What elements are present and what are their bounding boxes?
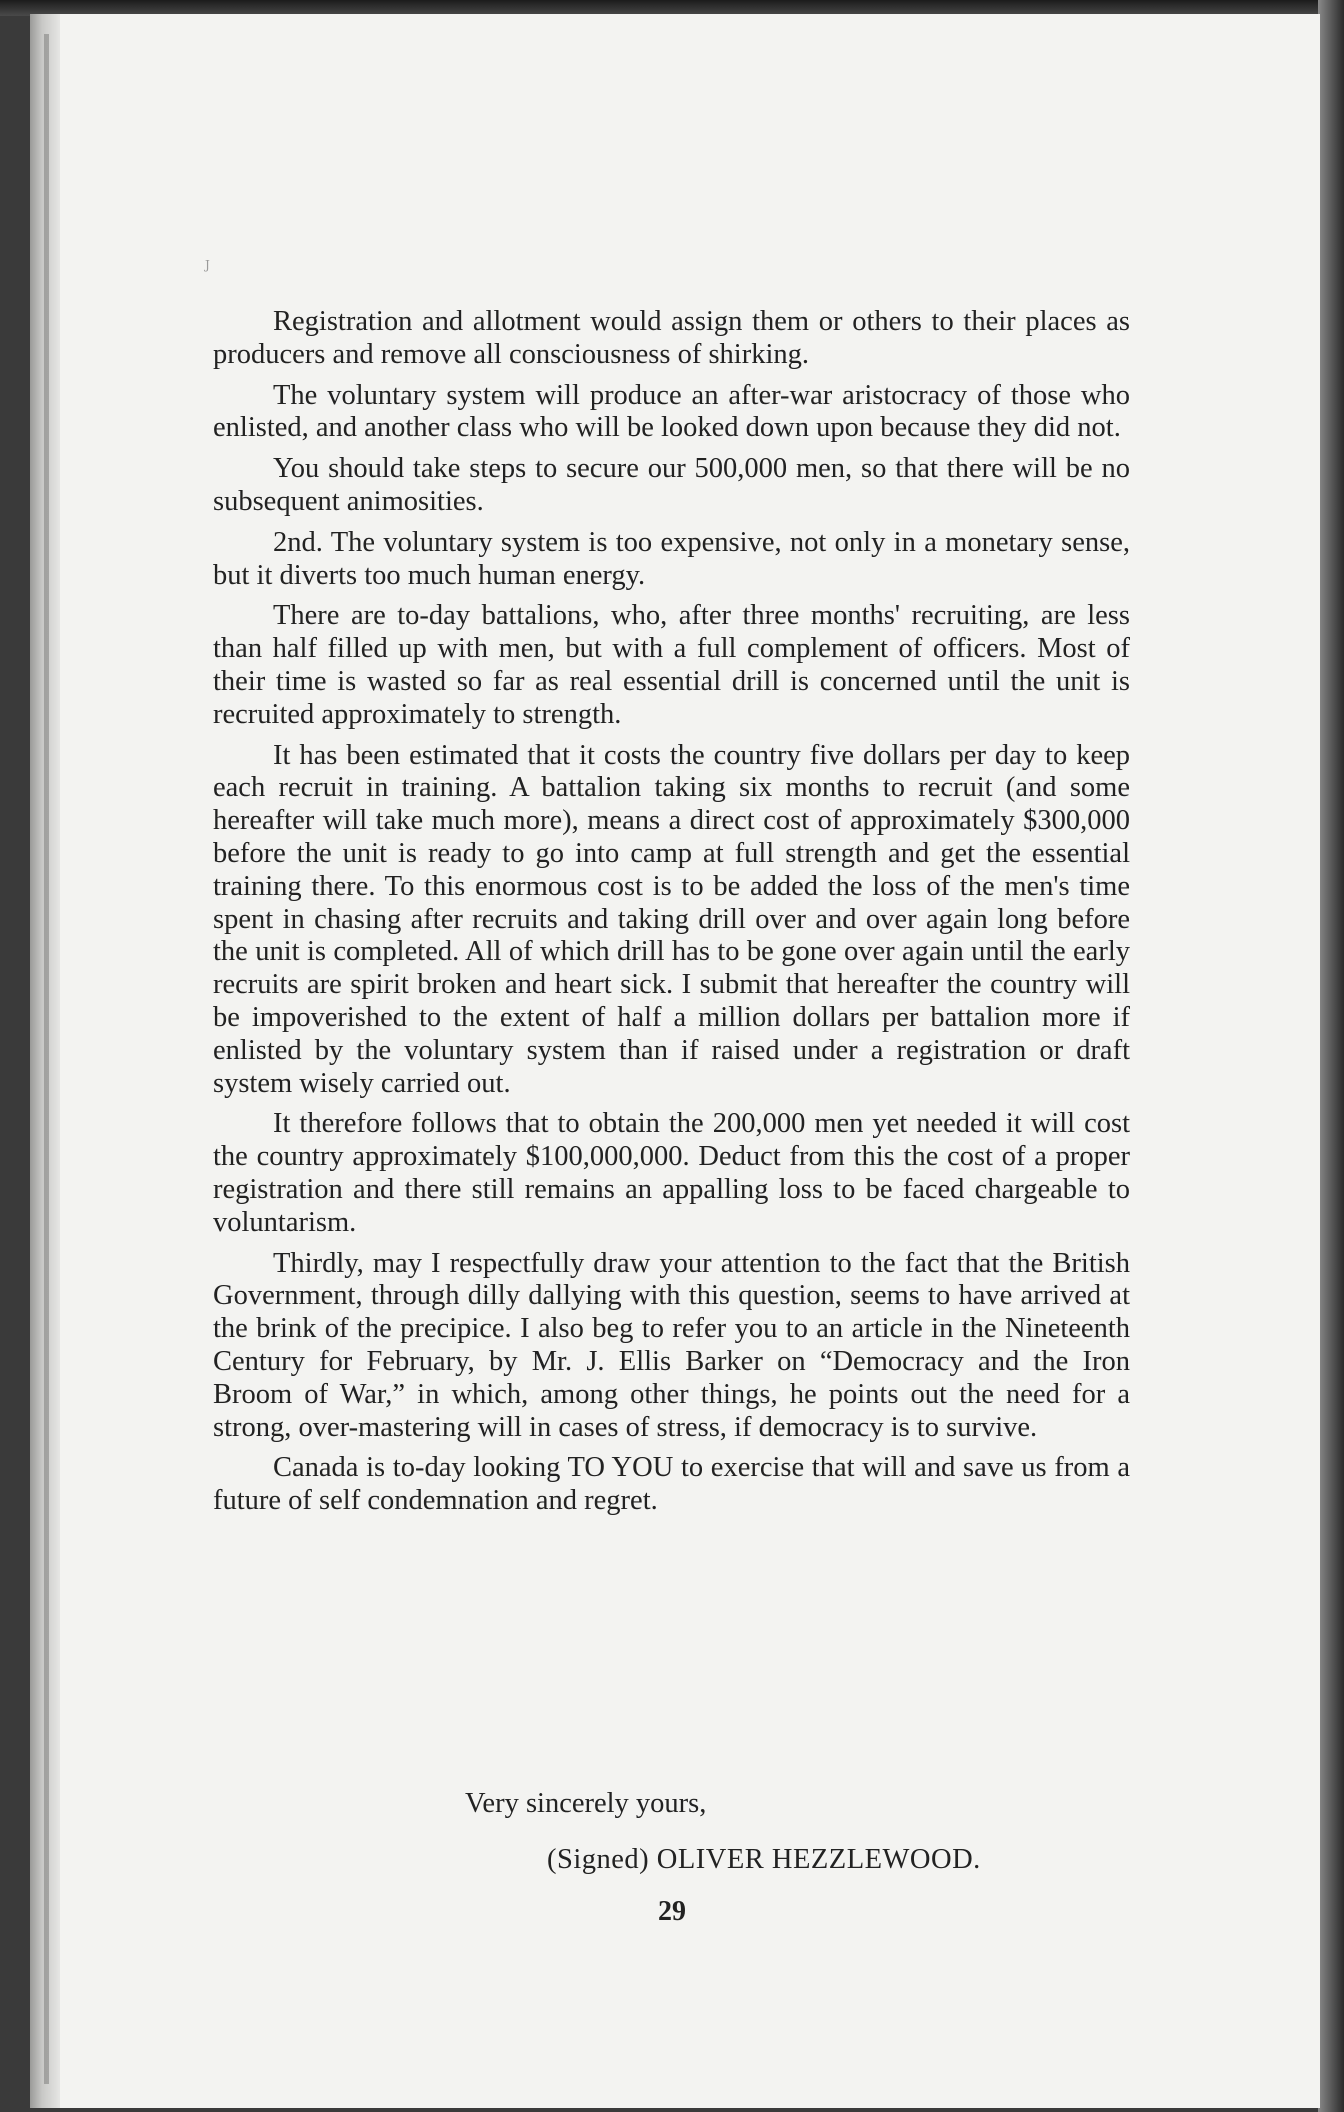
letter-closing: Very sincerely yours, bbox=[465, 1788, 707, 1819]
paragraph-british-government: Thirdly, may I respectfully draw your attention to the fact that the British Government, through dilly dallying with this question, seems to have arrived at the brink of the precipice. I also beg to refer you to an article in the Nineteenth Century for February, by Mr. J. Ellis Barker on “Democracy and the Iron Broom of War,” in which, among other things, he points out the need for a strong, over-mastering will in cases of stress, if democracy is to survive. bbox=[213, 1247, 1130, 1443]
paragraph-expense: 2nd. The voluntary system is too expensive, not only in a monetary sense, but it diverts too much human energy. bbox=[213, 526, 1130, 591]
paragraph-animosities: You should take steps to secure our 500,000 men, so that there will be no subsequent animosities. bbox=[213, 453, 1130, 517]
paragraph-aristocracy: The voluntary system will produce an after-war aristocracy of those who enlisted, and another class who will be looked down upon because they did not. bbox=[213, 379, 1130, 444]
paragraph-battalions: There are to-day battalions, who, after three months' recruiting, are less than half filled up with men, but with a full complement of officers. Most of their time is wasted so far as real essential drill is concerned until the unit is recruited approximately to strength. bbox=[213, 600, 1130, 730]
page-number: 29 bbox=[658, 1896, 686, 1927]
scan-right-edge bbox=[1318, 0, 1344, 2112]
paragraph-registration: Registration and allotment would assign them or others to their places as producers and remove all consciousness of shirking. bbox=[213, 306, 1130, 370]
stray-mark: J bbox=[205, 258, 210, 272]
binding-shadow bbox=[44, 34, 49, 2084]
letter-signature: (Signed) OLIVER HEZZLEWOOD. bbox=[547, 1844, 981, 1875]
paragraph-cost-estimate: It has been estimated that it costs the country five dollars per day to keep each recruit in training. A battalion taking six months to recruit (and some hereafter will take much more), means a direct cost of approximately $300,000 before the unit is ready to go into camp at full strength and get the essential training there. To this enormous cost is to be added the loss of the men's time spent in chasing after recruits and taking drill over and over again long before the unit is completed. All of which drill has to be gone over again until the early recruits are spirit broken and heart sick. I submit that hereafter the country will be impoverished to the extent of half a million dollars per battalion more if enlisted by the voluntary system than if raised under a registration or draft system wisely carried out. bbox=[213, 739, 1130, 1099]
letter-body bbox=[213, 306, 1130, 1526]
paragraph-appeal: Canada is to-day looking TO YOU to exercise that will and save us from a future of self condemnation and regret. bbox=[213, 1452, 1130, 1517]
paragraph-voluntarism-loss: It therefore follows that to obtain the 200,000 men yet needed it will cost the country approximately $100,000,000. Deduct from this the cost of a proper registration and there still remains an appalling loss to be faced chargeable to voluntarism. bbox=[213, 1108, 1130, 1238]
